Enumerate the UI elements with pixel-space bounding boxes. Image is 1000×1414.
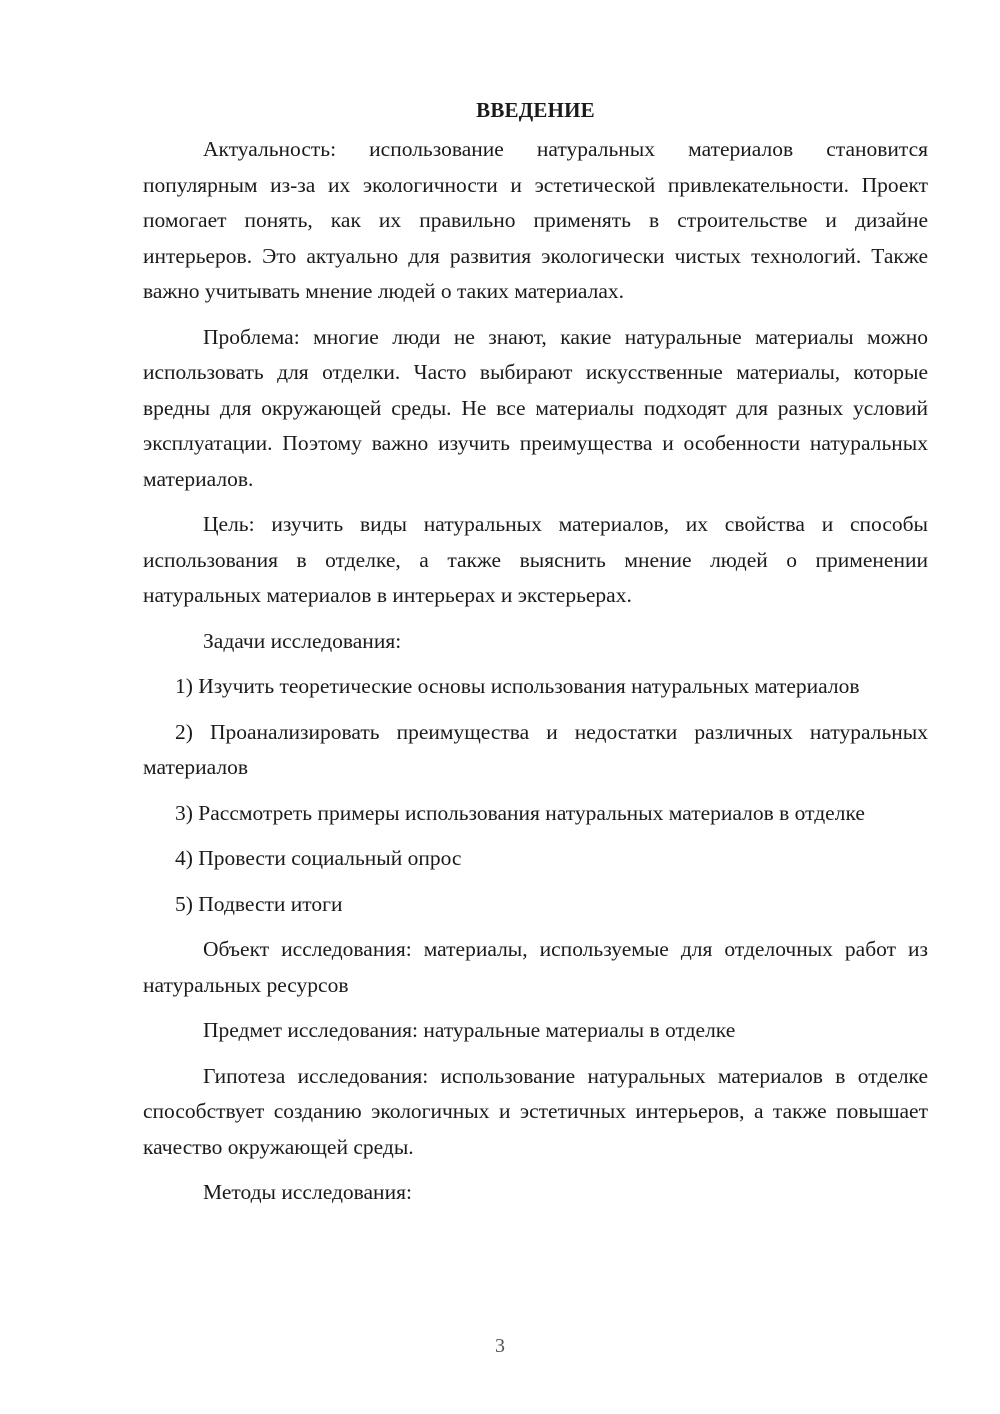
- paragraph-hypothesis: Гипотеза исследования: использование натуральных материалов в отделке способствует созданию экологичных и эстетичных интерьеров, а также повышает качество окружающей среды.: [143, 1063, 928, 1159]
- methods-heading: Методы исследования:: [203, 1180, 412, 1204]
- paragraph-problem: Проблема: многие люди не знают, какие натуральные материалы можно использовать для отделки. Часто выбирают искусственные материалы, которые вредны для окружающей среды. Не все материалы подходят для разных условий эксплуатации. Поэтому важно изучить преимущества и особенности натуральных материалов.: [143, 324, 928, 491]
- list-item: 2) Проанализировать преимущества и недостатки различных натуральных материалов: [143, 719, 928, 779]
- document-page: [143, 92, 928, 1221]
- paragraph-subject: Предмет исследования: натуральные материалы в отделке: [203, 1018, 736, 1042]
- paragraph-object: Объект исследования: материалы, используемые для отделочных работ из натуральных ресурсов: [143, 937, 928, 997]
- list-item: 4) Провести социальный опрос: [175, 846, 462, 870]
- list-item: 3) Рассмотреть примеры использования натуральных материалов в отделке: [175, 800, 865, 825]
- list-item: 5) Подвести итоги: [175, 891, 343, 916]
- tasks-heading: Задачи исследования:: [203, 628, 402, 653]
- list-item: 1) Изучить теоретические основы использования натуральных материалов: [175, 674, 860, 698]
- paragraph-goal: Цель: изучить виды натуральных материалов, их свойства и способы использования в отделке, а также выяснить мнение людей о применении натуральных материалов в интерьерах и экстерьерах.: [143, 512, 928, 607]
- document-title: ВВЕДЕНИЕ: [476, 98, 595, 122]
- page-number: 3: [495, 1335, 505, 1357]
- tasks-list: [143, 669, 928, 922]
- paragraph-relevance: Актуальность: использование натуральных материалов становится популярным из-за их экологичности и эстетической привлекательности. Проект помогает понять, как их правильно применять в строительстве и дизайне интерьеров. Это актуально для развития экологически чистых технологий. Также важно учитывать мнение людей о таких материалах.: [143, 137, 928, 303]
